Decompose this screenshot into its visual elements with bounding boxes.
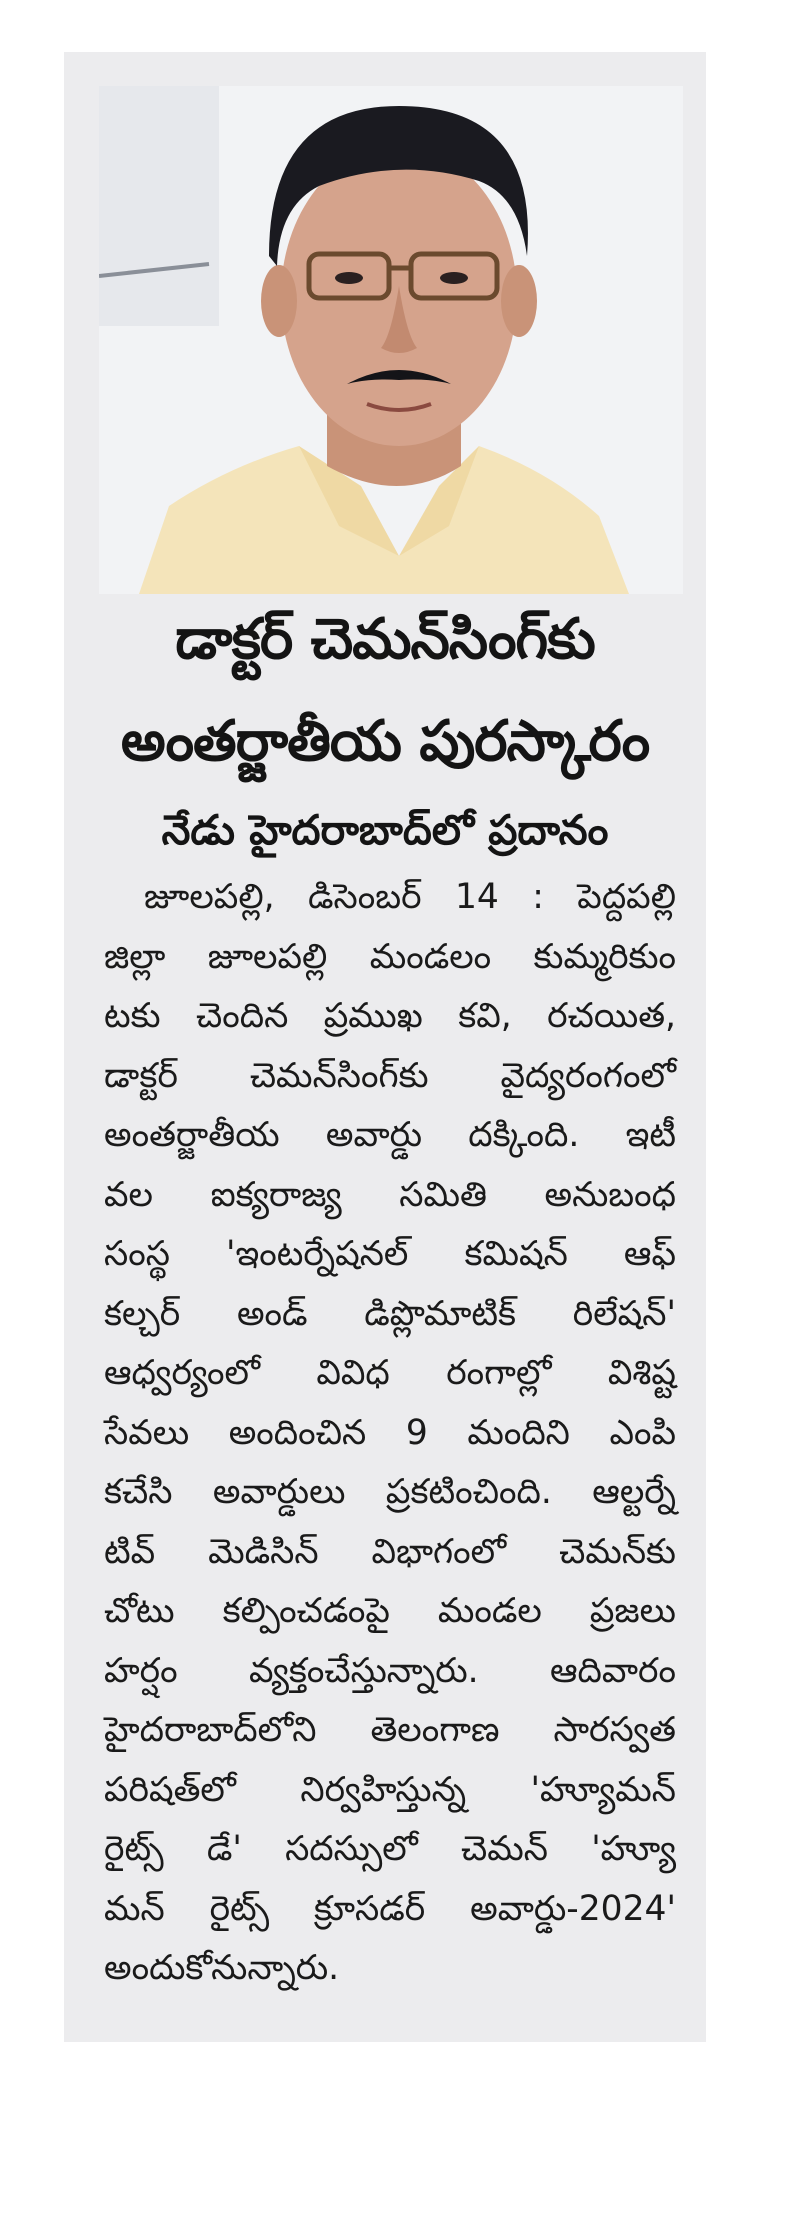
body-line: జూలపల్లి, డిసెంబర్ 14 : పెద్దపల్లి: [144, 877, 676, 917]
portrait-photo: [99, 86, 683, 594]
portrait-illustration: [99, 86, 683, 594]
body-line: జిల్లా జూలపల్లి మండలం కుమ్మరికుం: [104, 936, 676, 977]
headline-line-1: డాక్టర్ చెమన్‌సింగ్‌కు: [175, 607, 595, 672]
headline-line-2: అంతర్జాతీయ పురస్కారం: [120, 709, 650, 774]
body-line: చోటు కల్పించడంపై మండల ప్రజలు: [104, 1591, 676, 1631]
body-line: రైట్స్ డే' సదస్సులో చెమన్ 'హ్యూ: [104, 1829, 676, 1869]
body-line: సేవలు అందించిన 9 మందిని ఎంపి: [104, 1412, 676, 1453]
body-line: వల ఐక్యరాజ్య సమితి అనుబంధ: [104, 1174, 676, 1215]
body-line: పరిషత్‌లో నిర్వహిస్తున్న 'హ్యూమన్: [104, 1769, 676, 1810]
article-body: [104, 868, 676, 1999]
body-line: కల్చర్ అండ్ డిప్లొమాటిక్ రిలేషన్': [104, 1293, 676, 1334]
body-line: అందుకోనున్నారు.: [104, 1948, 340, 1988]
body-line: హైదరాబాద్‌లోని తెలంగాణ సారస్వత: [104, 1710, 676, 1750]
subheadline: నేడు హైదరాబాద్‌లో ప్రదానం: [161, 806, 609, 854]
body-line: అంతర్జాతీయ అవార్డు దక్కింది. ఇటీ: [104, 1115, 676, 1155]
body-line: టివ్ మెడిసిన్ విభాగంలో చెమన్‌కు: [104, 1531, 676, 1572]
body-line: సంస్థ 'ఇంటర్నేషనల్ కమిషన్ ఆఫ్: [104, 1234, 676, 1274]
body-line: హర్షం వ్యక్తంచేస్తున్నారు. ఆదివారం: [104, 1650, 676, 1691]
body-line: టకు చెందిన ప్రముఖ కవి, రచయిత,: [104, 996, 676, 1036]
body-line: కచేసి అవార్డులు ప్రకటించింది. ఆల్టర్నే: [104, 1472, 676, 1512]
body-line: ఆధ్వర్యంలో వివిధ రంగాల్లో విశిష్ట: [104, 1353, 676, 1393]
body-line: డాక్టర్ చెమన్‌సింగ్‌కు వైద్యరంగంలో: [104, 1055, 676, 1096]
body-line: మన్ రైట్స్ క్రూసడర్ అవార్డు-2024': [104, 1888, 676, 1929]
